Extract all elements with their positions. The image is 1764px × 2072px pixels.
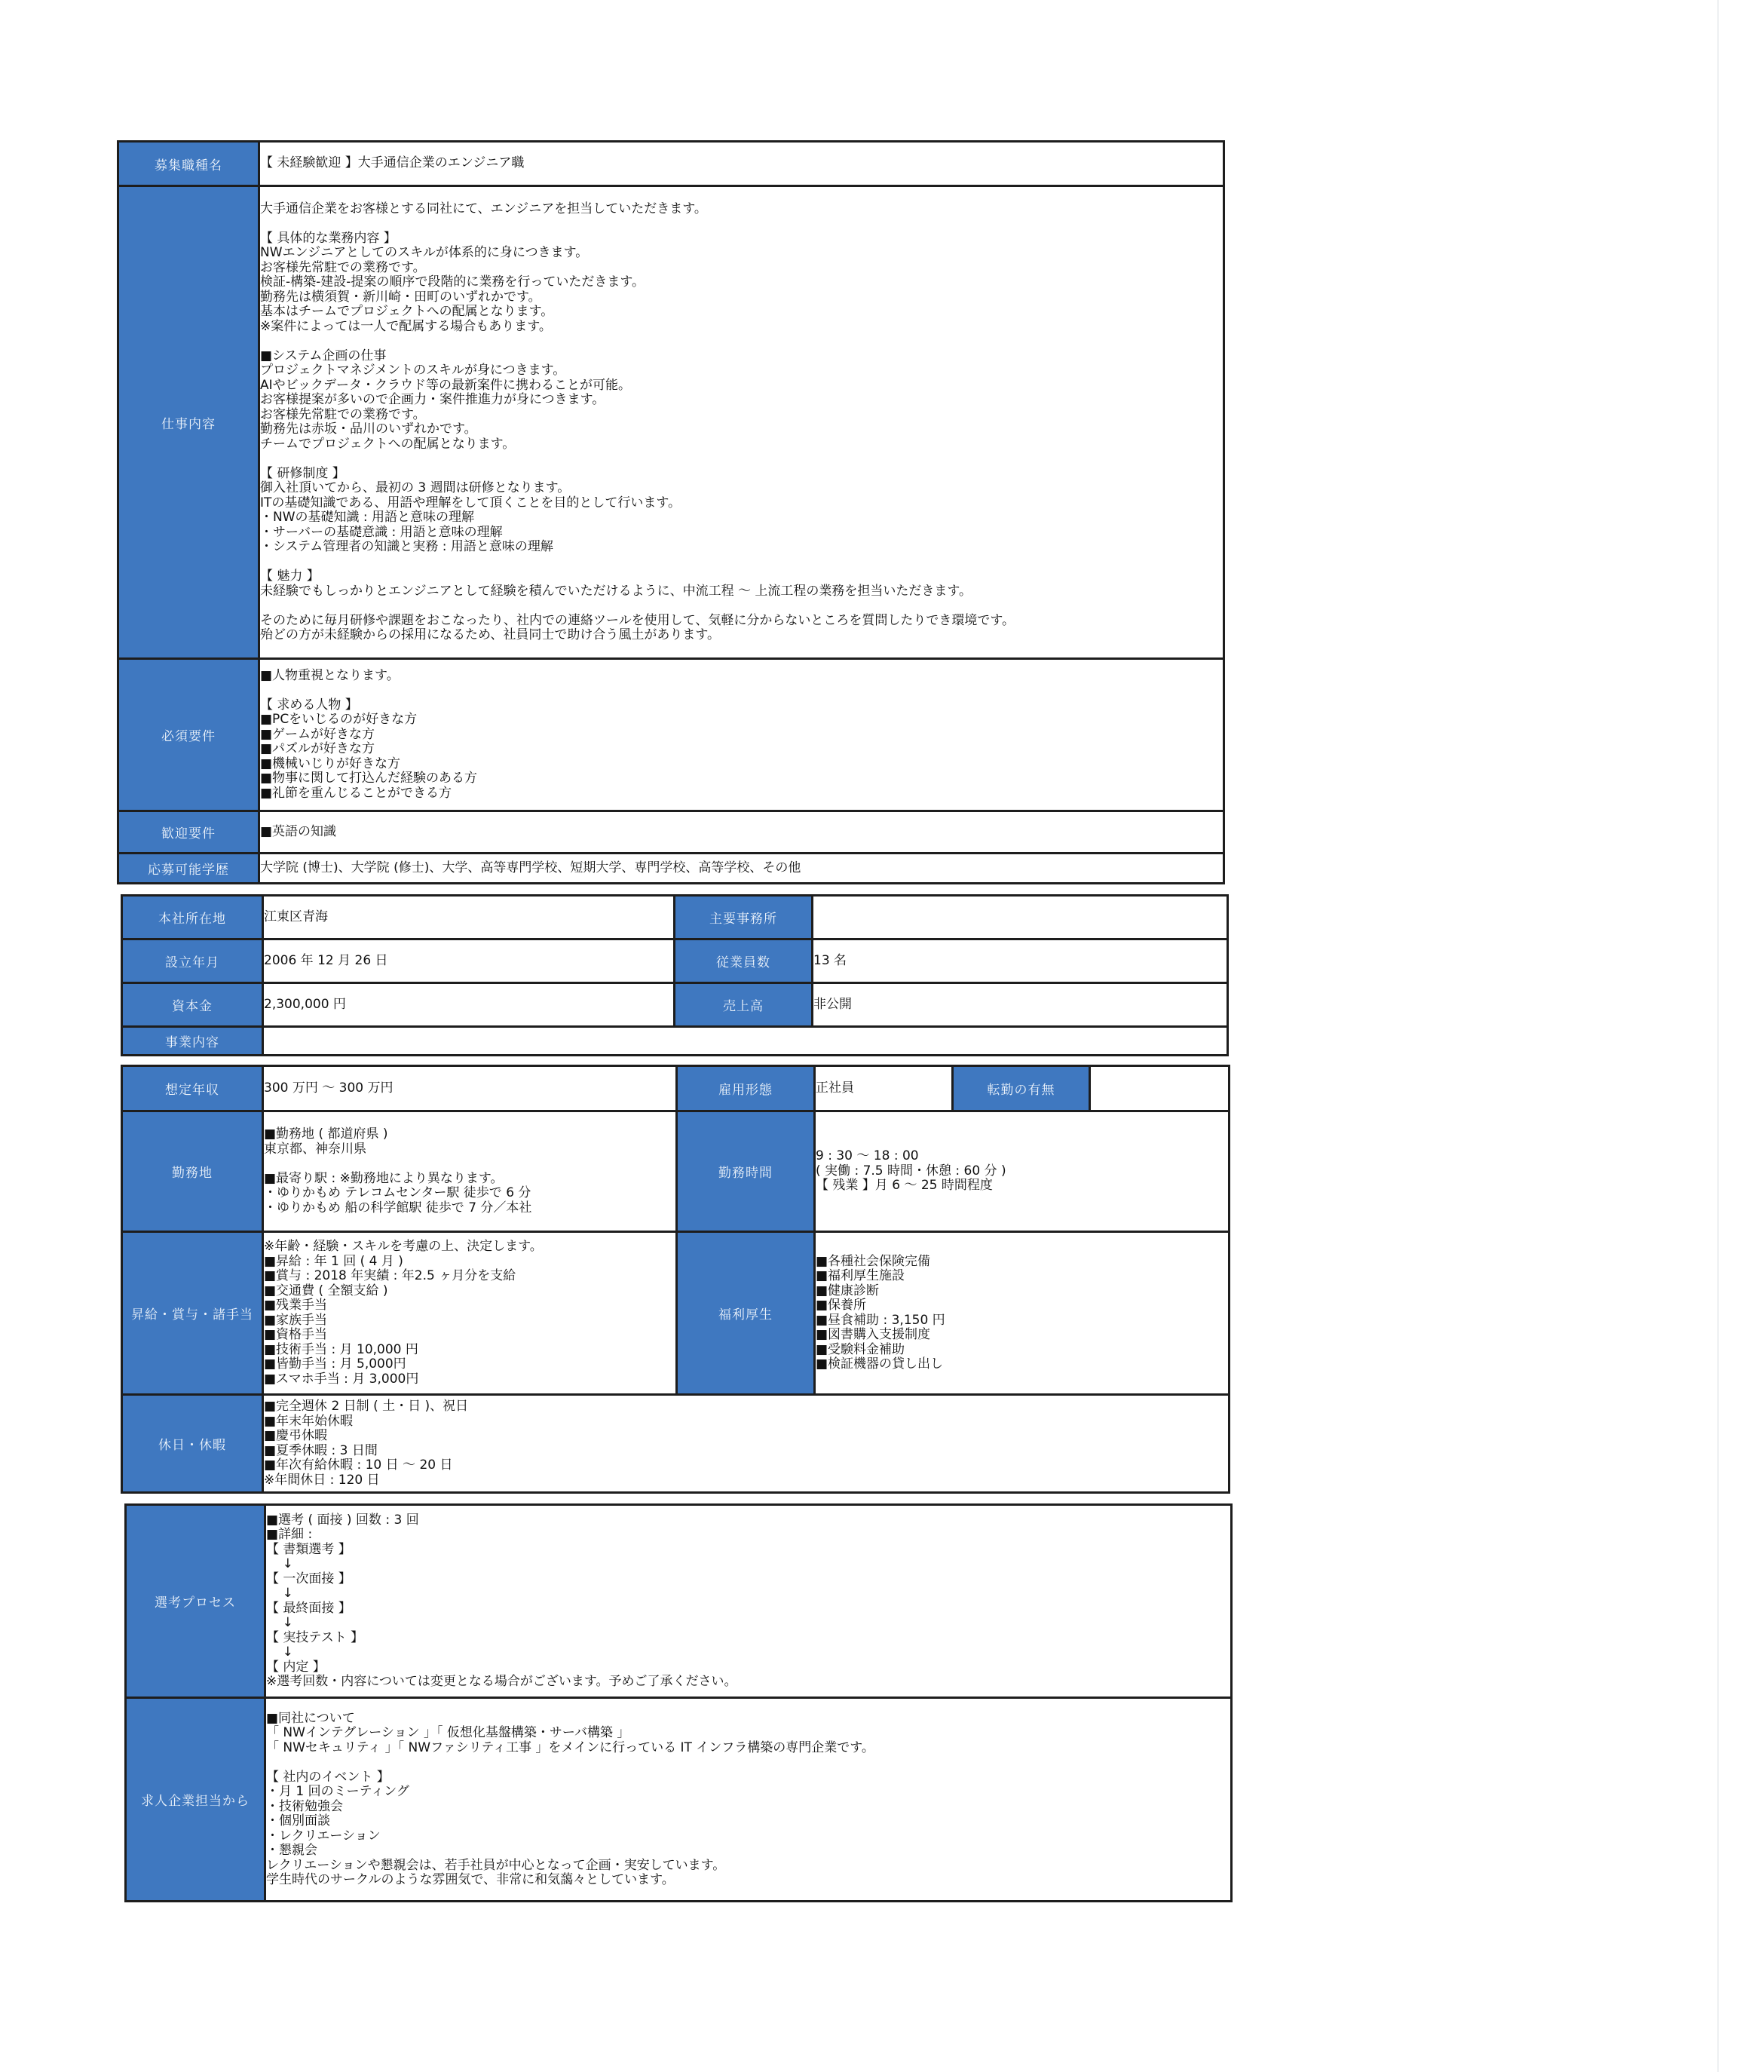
capital-value: 2,300,000 円	[263, 983, 675, 1027]
work-content-label: 仕事内容	[118, 186, 259, 659]
row-work-content	[118, 186, 1224, 659]
company-info-table	[121, 894, 1229, 1056]
row-holiday	[122, 1395, 1230, 1493]
holiday-label: 休日・休暇	[122, 1395, 263, 1493]
message-label: 求人企業担当から	[126, 1698, 265, 1902]
message-value: ■同社について 「 NWインテグレーション 」「 仮想化基盤構築・サーバ構築 」 「 NWセキュリティ 」「 NWファシリティ工事 」をメインに行っている IT インフラ構築の専門企業です。 【 社内のイベント 】 ・月 1 回のミーティング ・技術勉強会 ・個別面談 ・レクリエーション ・懇親会 レクリエーションや懇親会は、若手社員が中心となって企画・実安しています。 学生時代のサークルのような雰囲気で、非常に和気藹々としています。	[265, 1698, 1232, 1902]
location-label: 勤務地	[122, 1111, 263, 1232]
hq-value: 江東区青海	[263, 896, 675, 939]
selection-table	[124, 1503, 1233, 1902]
job-title-value: 【 未経験歓迎 】大手通信企業のエンジニア職	[259, 142, 1224, 186]
transfer-value	[1090, 1066, 1230, 1111]
office-label: 主要事務所	[675, 896, 813, 939]
page-edge-line	[1717, 0, 1719, 2072]
row-founded	[122, 939, 1228, 983]
welfare-value: ■各種社会保険完備 ■福利厚生施設 ■健康診断 ■保養所 ■昼食補助 : 3,150 円 ■図書購入支援制度 ■受験料金補助 ■検証機器の貸し出し	[815, 1232, 1230, 1395]
process-value: ■選考 ( 面接 ) 回数 : 3 回 ■詳細 : 【 書類選考 】 ↓ 【 一次面接 】 ↓ 【 最終面接 】 ↓ 【 実技テスト 】 ↓ 【 内定 】 ※選考回数・内容については変更となる場合がございます。予めご了承ください。	[265, 1505, 1232, 1698]
education-label: 応募可能学歴	[118, 854, 259, 884]
row-education	[118, 854, 1224, 884]
row-capital	[122, 983, 1228, 1027]
employment-value: 正社員	[815, 1066, 953, 1111]
row-required	[118, 659, 1224, 811]
row-location	[122, 1111, 1230, 1232]
employees-label: 従業員数	[675, 939, 813, 983]
hq-label: 本社所在地	[122, 896, 263, 939]
row-job-title	[118, 142, 1224, 186]
work-content-value: 大手通信企業をお客様とする同社にて、エンジニアを担当していただきます。 【 具体的な業務内容 】 NWエンジニアとしてのスキルが体系的に身につきます。 お客様先常駐での業務です。 検証-構築-建設-提案の順序で段階的に業務を行っていただきます。 勤務先は横須賀・新川崎・田町のいずれかです。 基本はチームでプロジェクトへの配属となります。 ※案件によっては一人で配属する場合もあります。 ■システム企画の仕事 プロジェクトマネジメントのスキルが身につきます。 AIやビックデータ・クラウド等の最新案件に携わることが可能。 お客様提案が多いので企画力・案件推進力が身につきます。 お客様先常駐での業務です。 勤務先は赤坂・品川のいずれかです。 チームでプロジェクトへの配属となります。 【 研修制度 】 御入社頂いてから、最初の 3 週間は研修となります。 ITの基礎知識である、用語や理解をして頂くことを目的として行います。 ・NWの基礎知識 : 用語と意味の理解 ・サーバーの基礎意識 : 用語と意味の理解 ・システム管理者の知識と実務 : 用語と意味の理解 【 魅力 】 未経験でもしっかりとエンジニアとして経験を積んでいただけるように、中流工程 ～ 上流工程の業務を担当いただきます。 そのために毎月研修や課題をおこなったり、社内での連絡ツールを使用して、気軽に分からないところを質問したりでき環境です。 殆どの方が未経験からの採用になるため、社員同士で助け合う風土があります。	[259, 186, 1224, 659]
row-process	[126, 1505, 1232, 1698]
row-hq	[122, 896, 1228, 939]
founded-label: 設立年月	[122, 939, 263, 983]
sales-value: 非公開	[813, 983, 1228, 1027]
welcome-label: 歓迎要件	[118, 811, 259, 854]
education-value: 大学院 (博士)、大学院 (修士)、大学、高等専門学校、短期大学、専門学校、高等学校、その他	[259, 854, 1224, 884]
welfare-label: 福利厚生	[677, 1232, 815, 1395]
pay-label: 昇給・賞与・諸手当	[122, 1232, 263, 1395]
office-value	[813, 896, 1228, 939]
business-value	[263, 1027, 1228, 1056]
transfer-label: 転勤の有無	[953, 1066, 1090, 1111]
business-label: 事業内容	[122, 1027, 263, 1056]
row-message	[126, 1698, 1232, 1902]
required-value: ■人物重視となります。 【 求める人物 】 ■PCをいじるのが好きな方 ■ゲームが好きな方 ■パズルが好きな方 ■機械いじりが好きな方 ■物事に関して打込んだ経験のある方 ■礼節を重んじることができる方	[259, 659, 1224, 811]
row-business	[122, 1027, 1228, 1056]
salary-label: 想定年収	[122, 1066, 263, 1111]
conditions-table	[121, 1065, 1230, 1494]
process-label: 選考プロセス	[126, 1505, 265, 1698]
location-value: ■勤務地 ( 都道府県 ) 東京都、神奈川県 ■最寄り駅 : ※勤務地により異なります。 ・ゆりかもめ テレコムセンター駅 徒歩で 6 分 ・ゆりかもめ 船の科学館駅 徒歩で 7 分／本社	[263, 1111, 677, 1232]
welcome-value: ■英語の知識	[259, 811, 1224, 854]
job-title-label: 募集職種名	[118, 142, 259, 186]
sales-label: 売上高	[675, 983, 813, 1027]
row-salary	[122, 1066, 1230, 1111]
row-pay	[122, 1232, 1230, 1395]
row-welcome	[118, 811, 1224, 854]
hours-label: 勤務時間	[677, 1111, 815, 1232]
job-info-table	[117, 140, 1225, 884]
employees-value: 13 名	[813, 939, 1228, 983]
capital-label: 資本金	[122, 983, 263, 1027]
pay-value: ※年齢・経験・スキルを考慮の上、決定します。 ■昇給 : 年 1 回 ( 4 月 ) ■賞与 : 2018 年実績 : 年2.5 ヶ月分を支給 ■交通費 ( 全額支給 ) ■残業手当 ■家族手当 ■資格手当 ■技術手当 : 月 10,000 円 ■皆勤手当 : 月 5,000円 ■スマホ手当 : 月 3,000円	[263, 1232, 677, 1395]
required-label: 必須要件	[118, 659, 259, 811]
holiday-value: ■完全週休 2 日制 ( 土・日 )、祝日 ■年末年始休暇 ■慶弔休暇 ■夏季休暇 : 3 日間 ■年次有給休暇 : 10 日 ～ 20 日 ※年間休日 : 120 日	[263, 1395, 1230, 1493]
founded-value: 2006 年 12 月 26 日	[263, 939, 675, 983]
employment-label: 雇用形態	[677, 1066, 815, 1111]
salary-value: 300 万円 ～ 300 万円	[263, 1066, 677, 1111]
hours-value: 9 : 30 ～ 18 : 00 ( 実働 : 7.5 時間・休憩 : 60 分 ) 【 残業 】月 6 ～ 25 時間程度	[815, 1111, 1230, 1232]
